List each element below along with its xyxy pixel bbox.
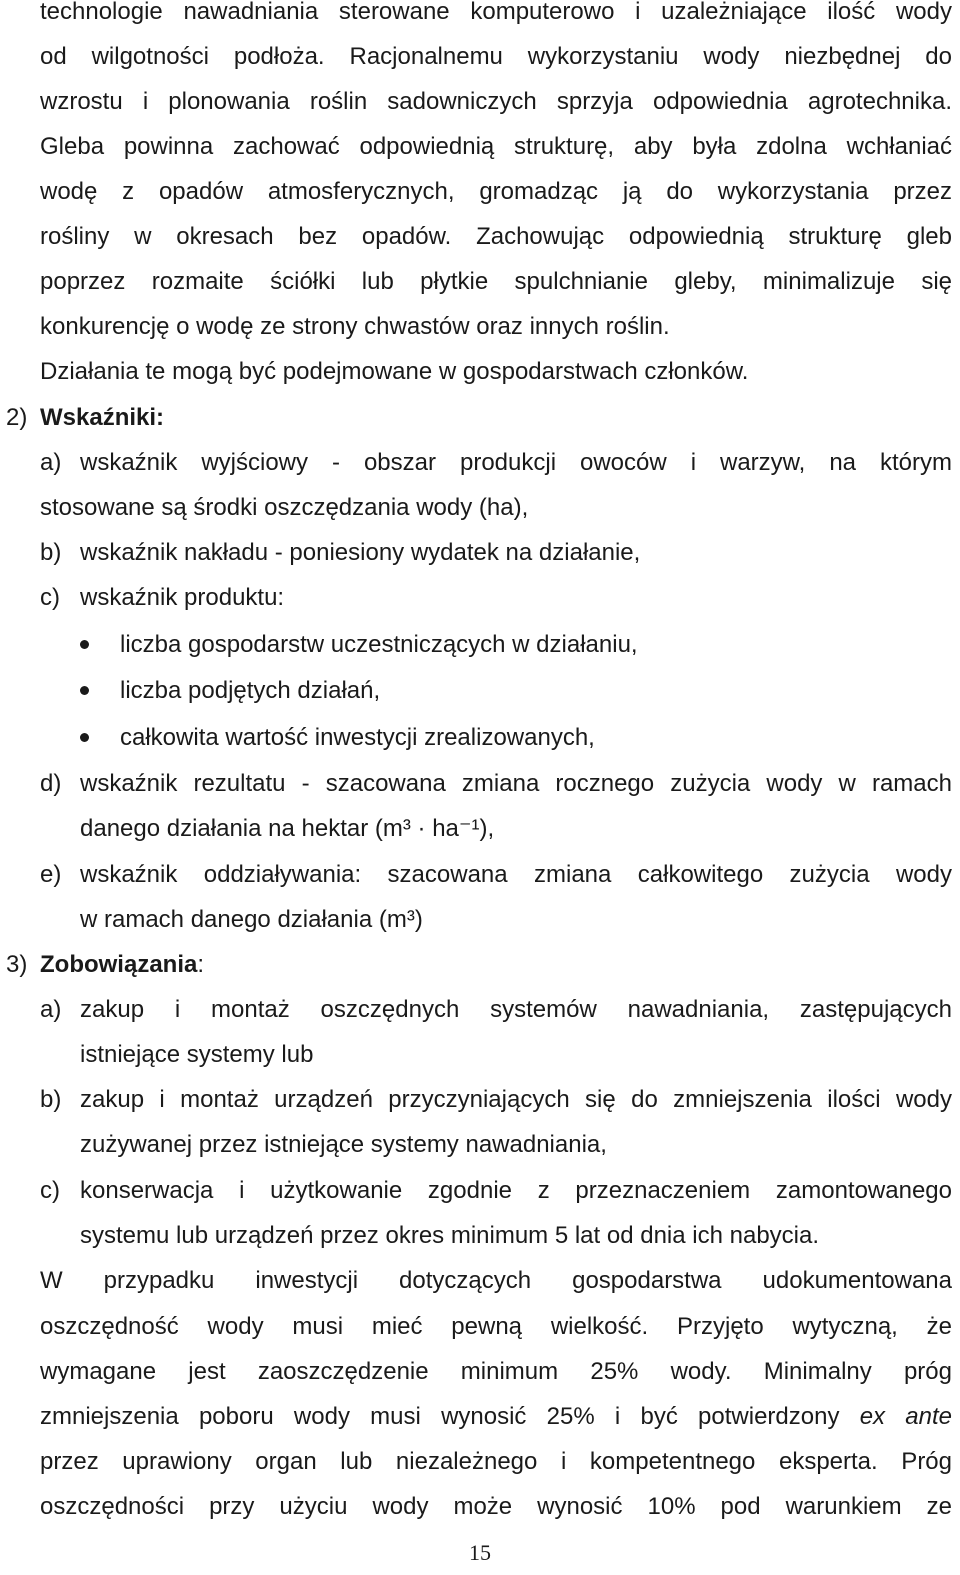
paragraph-line: wodę z opadów atmosferycznych, gromadząc ją do wykorzystania przez [40, 178, 952, 205]
list-item-line: wskaźnik rezultatu - szacowana zmiana rocznego zużycia wody w ramach [80, 770, 952, 797]
list-marker: d) [40, 770, 62, 797]
bullet-icon [80, 733, 89, 742]
section-title: Wskaźniki: [40, 404, 165, 431]
section-number: 3) [6, 951, 28, 978]
list-marker: b) [40, 1086, 62, 1113]
list-marker: e) [40, 861, 62, 888]
list-marker: a) [40, 449, 62, 476]
list-item-line: wskaźnik produktu: [80, 584, 285, 611]
list-item-line: danego działania na hektar (m³ · ha⁻¹), [80, 815, 495, 842]
bullet-item: całkowita wartość inwestycji zrealizowanych, [120, 724, 595, 751]
paragraph-line: poprzez rozmaite ściółki lub płytkie spulchnianie gleby, minimalizuje się [40, 268, 952, 295]
list-item-line: zakup i montaż oszczędnych systemów nawadniania, zastępujących [80, 996, 952, 1023]
paragraph-line [40, 1394, 952, 1439]
bullet-item: liczba podjętych działań, [120, 677, 381, 704]
section-number: 2) [6, 404, 28, 431]
paragraph-line: technologie nawadniania sterowane komputerowo i uzależniające ilość wody [40, 0, 952, 25]
list-item-line: systemu lub urządzeń przez okres minimum 5 lat od dnia ich nabycia. [80, 1222, 820, 1249]
section-heading [40, 395, 164, 440]
paragraph-line: przez uprawiony organ lub niezależnego i kompetentnego eksperta. Próg [40, 1448, 952, 1475]
paragraph-line: Działania te mogą być podejmowane w gospodarstwach członków. [40, 358, 749, 385]
list-marker: b) [40, 539, 62, 566]
paragraph-line: Gleba powinna zachować odpowiednią strukturę, aby była zdolna wchłaniać [40, 133, 952, 160]
list-marker: c) [40, 584, 60, 611]
list-item-line: zużywanej przez istniejące systemy nawadniania, [80, 1131, 607, 1158]
paragraph-line: rośliny w okresach bez opadów. Zachowując odpowiednią strukturę gleb [40, 223, 952, 250]
section-title: Zobowiązania [40, 951, 198, 978]
bullet-item: liczba gospodarstw uczestniczących w działaniu, [120, 631, 638, 658]
list-item-line: wskaźnik oddziaływania: szacowana zmiana całkowitego zużycia wody [80, 861, 952, 888]
paragraph-line: W przypadku inwestycji dotyczących gospodarstwa udokumentowana [40, 1267, 952, 1294]
list-item-line: wskaźnik nakładu - poniesiony wydatek na działanie, [80, 539, 641, 566]
paragraph-line: wymagane jest zaoszczędzenie minimum 25% wody. Minimalny próg [40, 1358, 952, 1385]
section-title-suffix: : [197, 951, 205, 978]
list-item-line: zakup i montaż urządzeń przyczyniających się do zmniejszenia ilości wody [80, 1086, 952, 1113]
paragraph-line: od wilgotności podłoża. Racjonalnemu wykorzystaniu wody niezbędnej do [40, 43, 952, 70]
italic-term: ex ante [859, 1403, 952, 1430]
paragraph-line: konkurencję o wodę ze strony chwastów oraz innych roślin. [40, 313, 670, 340]
list-marker: c) [40, 1177, 60, 1204]
bullet-icon [80, 686, 89, 695]
page-number: 15 [469, 1540, 491, 1565]
bullet-icon [80, 640, 89, 649]
list-item-line: w ramach danego działania (m³) [80, 906, 423, 933]
list-item-line: istniejące systemy lub [80, 1041, 314, 1068]
list-item-line: konserwacja i użytkowanie zgodnie z przeznaczeniem zamontowanego [80, 1177, 952, 1204]
paragraph-line: oszczędności przy użyciu wody może wynosić 10% pod warunkiem ze [40, 1493, 952, 1520]
paragraph-line: wzrostu i plonowania roślin sadowniczych sprzyja odpowiednia agrotechnika. [40, 88, 952, 115]
paragraph-text: zmniejszenia poboru wody musi wynosić 25% i być potwierdzony [40, 1403, 860, 1430]
list-item-line: stosowane są środki oszczędzania wody (ha), [40, 494, 529, 521]
paragraph-line: oszczędność wody musi mieć pewną wielkość. Przyjęto wytyczną, że [40, 1313, 952, 1340]
list-item-line: wskaźnik wyjściowy - obszar produkcji owoców i warzyw, na którym [80, 449, 952, 476]
list-marker: a) [40, 996, 62, 1023]
section-heading [40, 942, 204, 987]
